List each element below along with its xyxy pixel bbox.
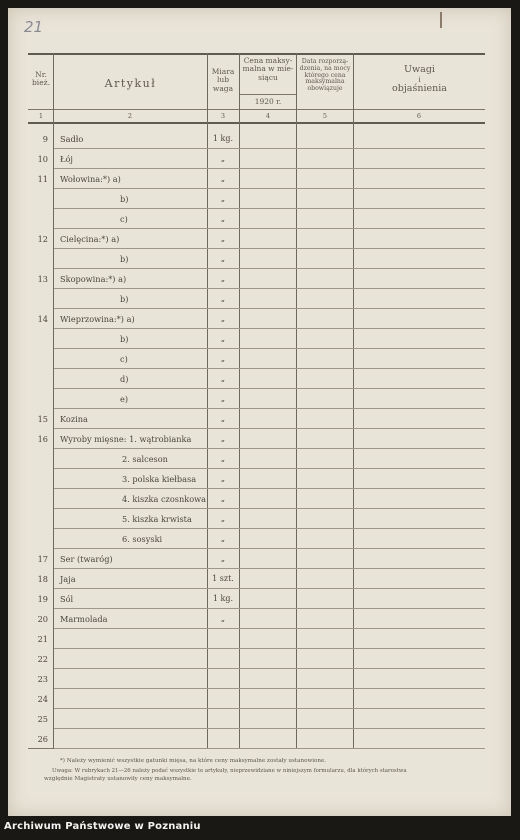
table-row [8,270,511,290]
footnote: względnie Magistraty ustanowiły ceny maksymalne. [44,776,192,782]
row-number: 9 [42,134,48,144]
footnote: *) Należy wymienić wszystkie gatunki mięsa, na które ceny maksymalne zostały ustanowione. [60,758,327,764]
row-rule [54,748,485,749]
header-data-line: obowiązuje [307,85,343,93]
table-row [8,210,511,230]
row-unit: „ [220,554,226,563]
cena-year-rule [240,94,296,95]
row-unit: „ [220,474,226,483]
row-rule [54,348,485,349]
row-unit: „ [220,254,226,263]
table-row [8,430,511,450]
row-label: Kozina [60,414,88,424]
row-unit: „ [220,374,226,383]
row-label: b) [120,334,129,344]
row-label: Wyroby mięsne: 1. wątrobianka [60,434,192,444]
column-number: 4 [265,112,271,120]
row-rule [54,728,485,729]
row-unit: „ [220,194,226,203]
row-unit: „ [220,174,226,183]
header-data-line: którego cena [304,71,346,79]
row-number: 18 [37,574,48,584]
header-nr-line: Nr. [35,70,47,79]
row-rule [54,288,485,289]
header-data [297,59,353,93]
row-label: 3. polska kiełbasa [122,474,197,484]
row-rule [54,168,485,169]
row-number: 13 [37,274,48,284]
column-number: 1 [38,112,44,120]
header-nr-line: bież. [32,78,50,88]
table-row [8,710,511,730]
table-row [8,650,511,670]
header-nr [28,71,54,88]
row-rule [54,408,485,409]
archive-label: Archiwum Państwowe w Poznaniu [4,821,201,832]
table-row [8,550,511,570]
row-label: Łój [60,154,73,164]
row-rule [54,328,485,329]
header-data-line: dzenia, na mocy [299,64,351,72]
page-number: 21 [24,18,44,36]
row-rule [54,588,485,589]
header-cena-line: malna w mie- [242,64,294,74]
row-rule [54,368,485,369]
row-number: 11 [37,174,48,184]
row-rule [54,688,485,689]
table-row [8,630,511,650]
column-number: 6 [416,112,422,120]
colnum-bottom-rule [28,122,485,124]
row-number: 15 [37,414,48,424]
row-label: Cielęcina:*) a) [60,234,120,244]
header-miara-line: Miara [211,67,235,76]
header-miara [207,68,239,93]
table-row [8,150,511,170]
document-sheet [8,8,511,816]
row-label: Ser (twaróg) [60,554,113,564]
row-unit: „ [220,454,226,463]
table-row [8,730,511,750]
row-label: Marmolada [60,614,108,624]
table-row [8,230,511,250]
header-cena-line: siącu [258,72,278,82]
row-unit: „ [220,354,226,363]
table-row [8,610,511,630]
table-row [8,290,511,310]
table-row [8,390,511,410]
row-number: 19 [37,594,48,604]
row-label: Jaja [60,574,76,584]
header-uwagi-line: Uwagi [404,64,435,75]
row-unit: „ [220,314,226,323]
row-label: Wieprzowina:*) a) [60,314,135,324]
row-rule [54,308,485,309]
row-unit: „ [220,214,226,223]
table-row [8,330,511,350]
table-row [8,350,511,370]
row-unit: „ [220,274,226,283]
row-unit: „ [220,534,226,543]
row-rule [54,428,485,429]
pencil-mark [440,12,442,28]
table-row [8,250,511,270]
row-unit: „ [220,394,226,403]
row-unit: 1 szt. [212,574,234,583]
row-number: 10 [37,154,48,164]
row-rule [54,248,485,249]
row-number: 22 [37,654,48,664]
row-unit: „ [220,434,226,443]
row-number: 24 [37,694,48,704]
row-label: c) [120,214,128,224]
row-label: 2. salceson [122,454,168,464]
header-data-line: maksymalna [305,78,345,86]
table-row [8,510,511,530]
row-label: d) [120,374,129,384]
column-number: 2 [127,112,133,120]
row-rule [54,708,485,709]
row-rule [54,508,485,509]
header-miara-line: lub [216,75,230,85]
row-rule [54,628,485,629]
header-cena [240,57,296,82]
header-cena-line: Cena maksy- [243,56,293,65]
row-number: 14 [37,314,48,324]
row-label: Sadło [60,134,84,144]
table-row [8,530,511,550]
row-label: b) [120,194,129,204]
row-rule [54,148,485,149]
header-bottom-rule [28,109,485,110]
table-row [8,690,511,710]
row-number: 21 [37,634,48,644]
row-unit: „ [220,414,226,423]
table-row [8,190,511,210]
row-unit: „ [220,334,226,343]
row-unit: 1 kg. [212,594,234,603]
table-row [8,590,511,610]
header-cena-year: 1920 r. [254,97,282,106]
table-row [8,670,511,690]
row-label: c) [120,354,128,364]
row-label: 6. sosyski [122,534,163,544]
header-uwagi-line: objaśnienia [392,82,447,94]
row-label: b) [120,294,129,304]
row-rule [54,468,485,469]
row-rule [54,268,485,269]
row-unit: 1 kg. [212,134,234,143]
row-unit: „ [220,614,226,623]
row-number: 23 [37,674,48,684]
row-number: 25 [37,714,48,724]
row-number: 26 [37,734,48,744]
column-number: 3 [220,112,226,120]
row-label: 5. kiszka krwista [122,514,192,524]
row-rule [54,208,485,209]
row-number: 17 [37,554,48,564]
row-rule [54,548,485,549]
row-label: Sól [60,594,74,604]
table-row [8,570,511,590]
table-row [8,450,511,470]
row-unit: „ [220,294,226,303]
row-label: Skopowina:*) a) [60,274,127,284]
row-rule [54,228,485,229]
row-number: 16 [37,434,48,444]
footnote: Uwaga: W rubrykach 21—26 należy podać wszystkie te artykuły, nieprzewidziane w niniejszym formularzu, dla których starostwa [52,768,407,774]
row-rule [54,448,485,449]
row-unit: „ [220,234,226,243]
header-data-line: Data rozporzą- [301,58,349,65]
table-row [8,170,511,190]
row-rule [54,608,485,609]
header-artykul: Artykuł [104,77,157,90]
table-row [8,410,511,430]
header-uwagi-line: i [418,75,421,84]
archive-footer-bar [0,816,520,840]
row-number: 20 [37,614,48,624]
row-rule [54,568,485,569]
header-uwagi [354,65,485,95]
table-row [8,130,511,150]
row-rule [54,188,485,189]
row-label: e) [120,394,129,404]
row-rule [54,668,485,669]
table-row [8,470,511,490]
row-unit: „ [220,494,226,503]
row-rule [54,528,485,529]
row-rule [54,488,485,489]
row-unit: „ [220,154,226,163]
row-unit: „ [220,514,226,523]
row-rule [54,648,485,649]
row-rule [54,388,485,389]
row-number: 12 [37,234,48,244]
row-label: 4. kiszka czosnkowa [122,494,207,504]
table-row [8,310,511,330]
row-label: Wołowina:*) a) [60,174,121,184]
table-row [8,490,511,510]
row-label: b) [120,254,129,264]
table-top-rule [28,53,485,55]
table-row [8,370,511,390]
header-miara-line: waga [212,83,234,93]
column-number: 5 [322,112,328,120]
